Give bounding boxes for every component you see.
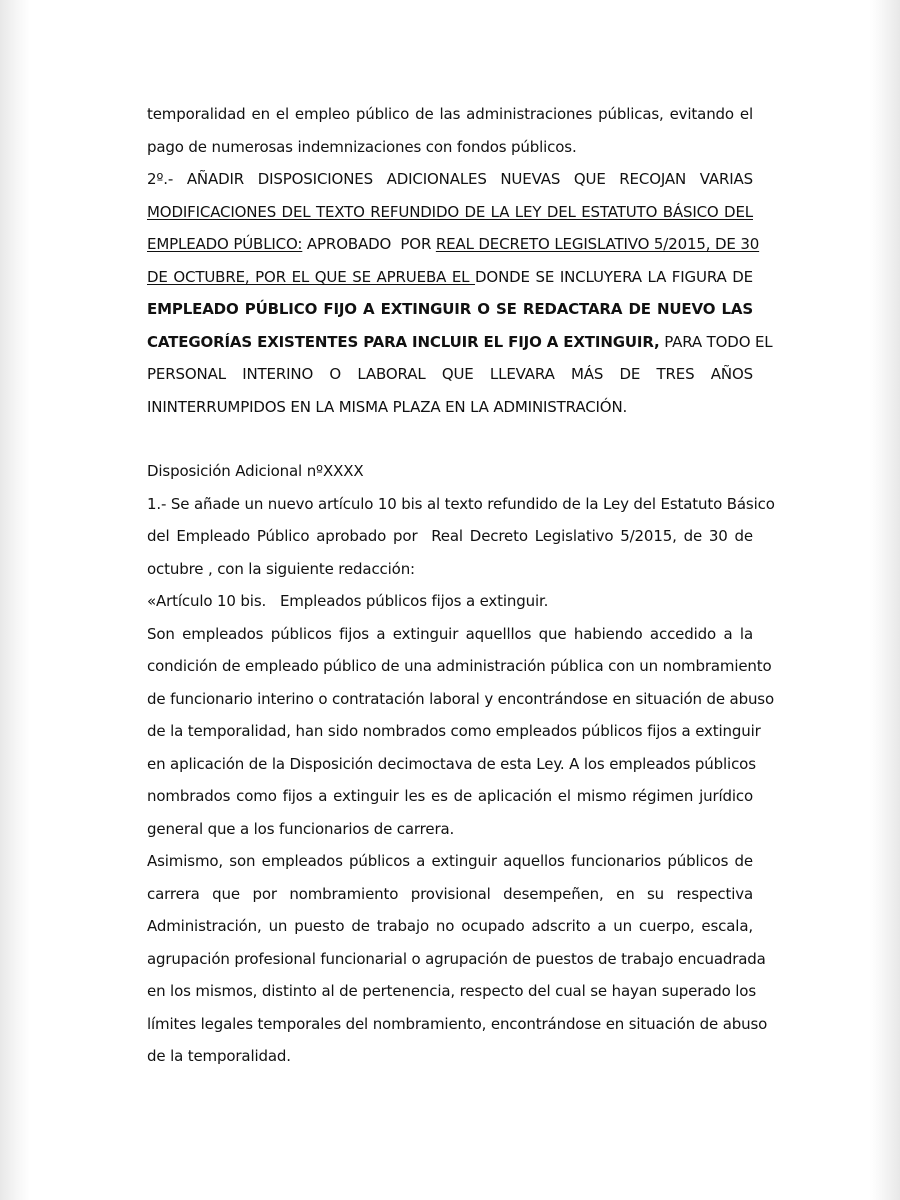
text-line: del Empleado Público aprobado por Real Decreto Legislativo 5/2015, de 30 de xyxy=(147,527,753,545)
section-heading: Disposición Adicional nºXXXX xyxy=(147,462,364,480)
plain-text: PARA TODO EL xyxy=(659,332,773,351)
text-line: de funcionario interino o contratación laboral y encontrándose en situación de abuso xyxy=(147,689,774,708)
text-line: ININTERRUMPIDOS EN LA MISMA PLAZA EN LA ADMINISTRACIÓN. xyxy=(147,397,628,416)
paragraph-asimismo xyxy=(147,845,768,1073)
paragraph-definition xyxy=(147,618,774,846)
text-line-underlined: MODIFICACIONES DEL TEXTO REFUNDIDO DE LA LEY DEL ESTATUTO BÁSICO DEL xyxy=(147,202,753,221)
bold-text: CATEGORÍAS EXISTENTES PARA INCLUIR EL FIJO A EXTINGUIR, xyxy=(147,332,660,351)
text-line xyxy=(147,326,773,359)
paragraph-point-2 xyxy=(147,163,773,423)
text-line: nombrados como fijos a extinguir les es de aplicación el mismo régimen jurídico xyxy=(147,787,753,805)
text-line: 2º.- AÑADIR DISPOSICIONES ADICIONALES NUEVAS QUE RECOJAN VARIAS xyxy=(147,170,753,188)
text-line: condición de empleado público de una administración pública con un nombramiento xyxy=(147,657,772,675)
text-line: 1.- Se añade un nuevo artículo 10 bis al texto refundido de la Ley del Estatuto Básico xyxy=(147,494,775,513)
text-line: PERSONAL INTERINO O LABORAL QUE LLEVARA MÁS DE TRES AÑOS xyxy=(147,365,753,383)
underlined-text: EMPLEADO PÚBLICO: xyxy=(147,235,303,253)
text-line: de la temporalidad, han sido nombrados como empleados públicos fijos a extinguir xyxy=(147,722,761,740)
underlined-text: REAL DECRETO LEGISLATIVO 5/2015, DE 30 xyxy=(435,235,760,253)
paragraph-point-1 xyxy=(147,488,775,586)
text-line: pago de numerosas indemnizaciones con fondos públicos. xyxy=(147,137,577,156)
plain-text: DONDE SE INCLUYERA LA FIGURA DE xyxy=(475,267,753,286)
text-line: en los mismos, distinto al de pertenencia, respecto del cual se hayan superado los xyxy=(147,982,756,1000)
text-line: temporalidad en el empleo público de las administraciones públicas, evitando el xyxy=(147,105,753,123)
article-title: «Artículo 10 bis. Empleados públicos fijos a extinguir. xyxy=(147,592,549,610)
bold-line: EMPLEADO PÚBLICO FIJO A EXTINGUIR O SE REDACTARA DE NUEVO LAS xyxy=(147,300,753,318)
text-line: límites legales temporales del nombramiento, encontrándose en situación de abuso xyxy=(147,1014,768,1033)
text-line: de la temporalidad. xyxy=(147,1047,291,1065)
page-right-shadow xyxy=(870,0,900,1200)
text-line: carrera que por nombramiento provisional desempeñen, en su respectiva xyxy=(147,884,753,903)
text-line xyxy=(147,228,760,261)
text-line: agrupación profesional funcionarial o agrupación de puestos de trabajo encuadrada xyxy=(147,949,766,968)
paragraph-spacer xyxy=(147,423,753,455)
plain-text: APROBADO POR xyxy=(302,235,436,253)
text-line: general que a los funcionarios de carrera. xyxy=(147,819,455,838)
paragraph-intro xyxy=(147,98,753,163)
page-left-shadow xyxy=(0,0,30,1200)
text-line: octubre , con la siguiente redacción: xyxy=(147,559,415,578)
text-line: en aplicación de la Disposición decimoctava de esta Ley. A los empleados públicos xyxy=(147,754,756,773)
text-line: Asimismo, son empleados públicos a extinguir aquellos funcionarios públicos de xyxy=(147,852,753,870)
text-line: Administración, un puesto de trabajo no ocupado adscrito a un cuerpo, escala, xyxy=(147,917,753,935)
text-line xyxy=(147,261,753,294)
document-body xyxy=(147,98,775,1073)
text-line: Son empleados públicos fijos a extinguir aquelllos que habiendo accedido a la xyxy=(147,624,753,643)
underlined-text: DE OCTUBRE, POR EL QUE SE APRUEBA EL xyxy=(147,267,476,286)
